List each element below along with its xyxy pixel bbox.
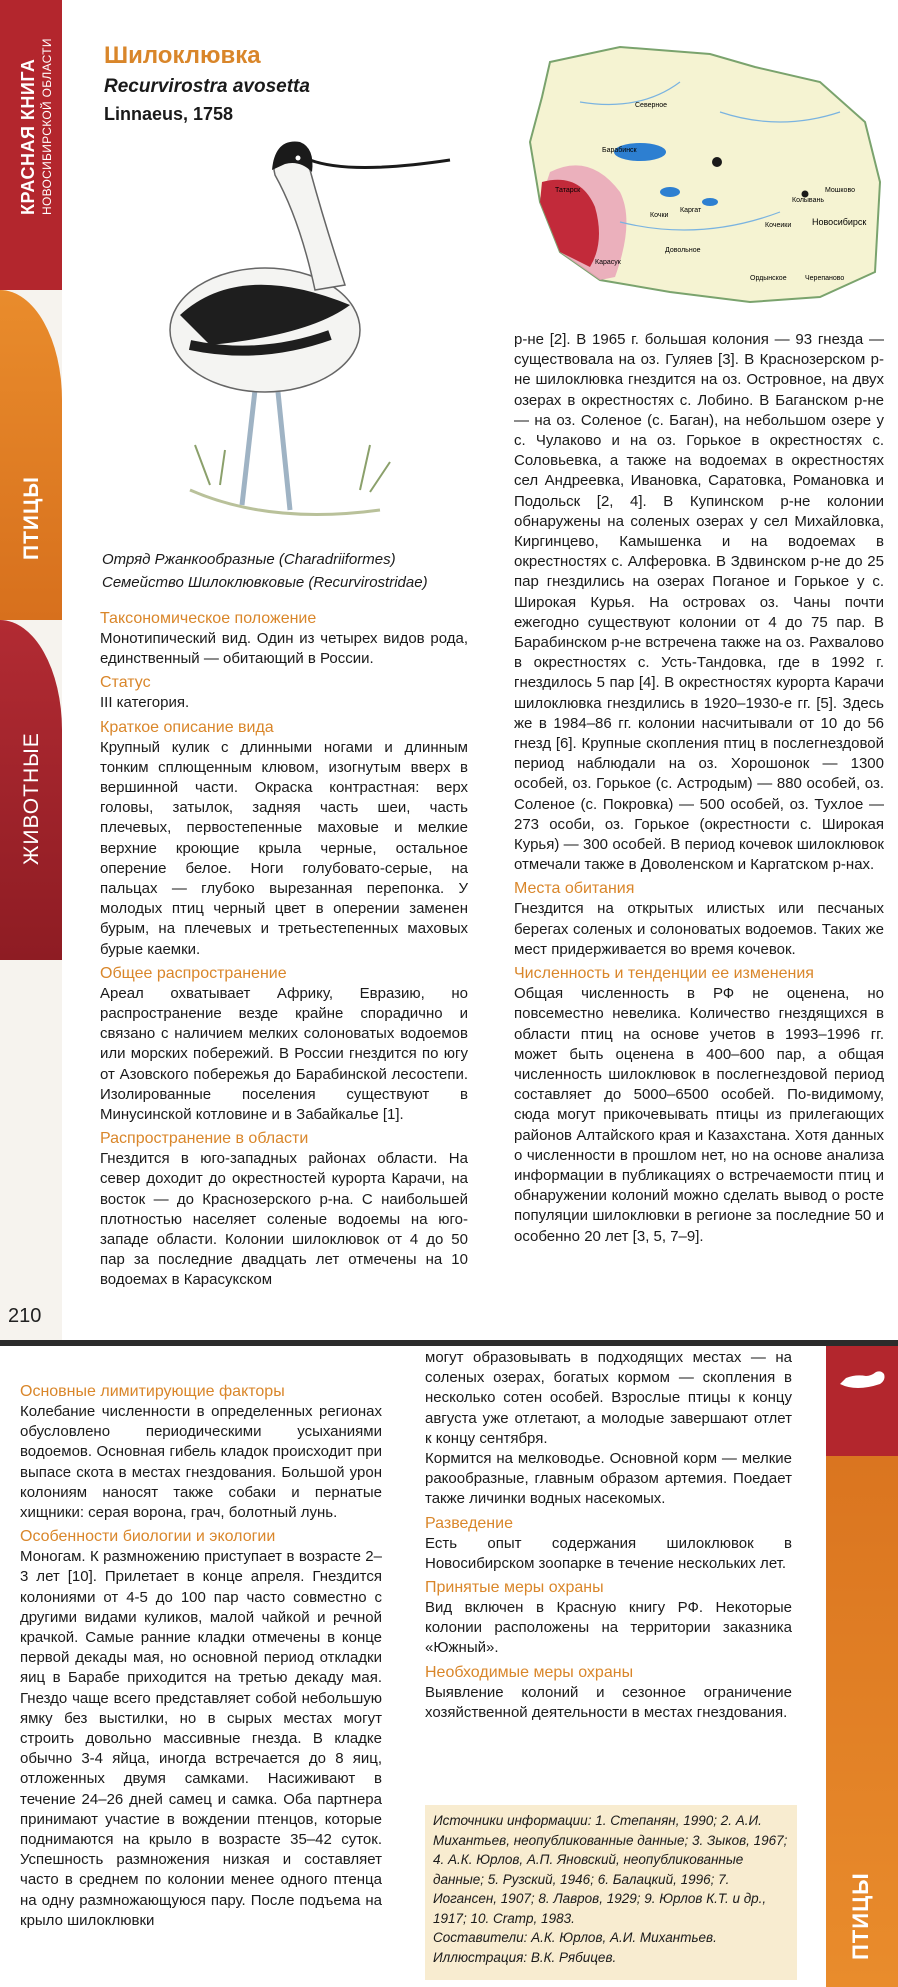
right-column-p2 <box>425 1348 792 1723</box>
illustration-credit: Иллюстрация: В.К. Рябицев. <box>433 1949 617 1965</box>
book-subtitle: НОВОСИБИРСКОЙ ОБЛАСТИ <box>40 38 54 215</box>
book-title: КРАСНАЯ КНИГА <box>18 58 38 215</box>
section-heading: Необходимые меры охраны <box>425 1663 634 1681</box>
map-label: Кочки <box>650 212 669 219</box>
section-text: Ареал охватывает Африку, Евразию, но распространение везде крайне спорадично и связано с наличием мелких солоноватых водоемов или морских побережий. В России гнездится по югу от Азовского побережья до Барабинской лесостепи. Изолированные поселения существуют в Минусинской котловине и в Забайкалье [1]. <box>100 984 468 1124</box>
sources-box <box>425 1805 797 1980</box>
section-text: Выявление колоний и сезонное ограничение хозяйственной деятельности в местах гнездования. <box>425 1683 792 1721</box>
species-header <box>104 42 310 125</box>
species-author: Linnaeus, 1758 <box>104 104 234 124</box>
sources-text: Источники информации: 1. Степанян, 1990; 2. А.И. Михантьев, неопубликованные данные; 3. Зыков, 1967; 4. А.К. Юрлов, А.П. Яновский, неопубликованные данные; 5. Рузский, 1946; 6. Балацкий, 1996; 7. Иогансен, 1907; 8. Лавров, 1929; 9. Юрлов К.Т. и др., 1917; 10. Cramp, 1983. <box>433 1813 788 1926</box>
section-heading: Распространение в области <box>100 1130 309 1148</box>
section-text: Есть опыт содержания шилоклювок в Новосибирском зоопарке в течение нескольких лет. <box>425 1534 792 1572</box>
duck-icon <box>826 1358 898 1398</box>
section-text: Колебание численности в определенных регионах обусловлено периодическими усыханиями водоемов. Основная гибель кладок происходит при выпасе скота в местах гнездования. Большой урон колониям наносят также собаки и пернатые хищники: серая ворона, грач, болотный лунь. <box>20 1403 382 1522</box>
map-label: Северное <box>635 102 668 109</box>
section-birds: ПТИЦЫ <box>20 476 43 560</box>
distribution-map <box>520 42 885 320</box>
map-label: Карасук <box>595 259 621 266</box>
section-heading: Особенности биологии и экологии <box>20 1528 276 1546</box>
section-text: могут образовывать в подходящих местах — на соленых озерах, богатых кормом — скопления в несколько сотен особей. Взрослые птицы к концу августа уже отлетают, а молодые завершают отлет к концу сентября. <box>425 1349 792 1447</box>
section-heading: Основные лимитирующие факторы <box>20 1383 285 1400</box>
section-text: р-не [2]. В 1965 г. большая колония — 93 гнезда — существовала на оз. Гуляев [3]. В Краснозерском р-не шилоклювка гнездится на оз. Островное, на двух озерах в окрестностях с. Лобино. В Баганском р-не — на оз. Соленое (с. Баган), на небольшом озере у с. Чулаково и на оз. Горькое в окрестностях с. Соловьевка, а также на водоемах в окрестностях сел Андреевка, Ивановка, Саратовка, Романовка и Подольск [2, 4]. В Купинском р-не колонии обнаружены на соленых озерах у сел Михайловка, Киргинцево, Камышенка и на водоемах в окрестностях с. Алферовка. В Здвинском р-не до 25 пар гнездились на озерах Поганое и Горькое у с. Широкая Курья. На островах оз. Чаны почти ежегодно существуют колонии от 4 до 75 пар. В Барабинском р-не встречена также на оз. Рахвалово в окрестностях с. Усть-Тандовка, где в 1992 г. гнездилось 5 пар [4]. В окрестностях курорта Карачи шилоклювка гнездились в 1920–1930-е гг. [5]. Здесь же в 1984–86 гг. колонии насчитывали от 10 до 56 гнезд [6]. Крупные скопления птиц в послегнездовой период наблюдали на оз. Хорошонок — 1300 особей, оз. Горькое (с. Астродым) — 880 особей, оз. Соленое (с. Покровка) — 500 особей, оз. Тухлое — 273 особи, оз. Горькое (окрестности с. Широкая Курья) — 300 особей. В период кочевок шилоклювок отмечали также в Доволенском и Каргатском р-нах. <box>514 331 884 874</box>
right-band-red <box>826 1346 898 1456</box>
section-birds-p2: ПТИЦЫ <box>848 1872 873 1960</box>
avocet-illustration <box>150 130 470 530</box>
map-label: Ордынское <box>750 275 787 282</box>
section-heading: Места обитания <box>514 880 635 898</box>
section-heading: Таксономическое положение <box>100 610 317 627</box>
left-column-p1 <box>100 605 468 1291</box>
section-heading: Краткое описание вида <box>100 718 274 736</box>
page-number: 210 <box>8 1305 42 1327</box>
map-label: Барабинск <box>602 147 637 154</box>
taxonomy-order <box>102 548 428 594</box>
section-heading: Принятые меры охраны <box>425 1579 604 1597</box>
section-text: III категория. <box>100 694 190 712</box>
map-label: Каргат <box>680 207 702 214</box>
section-text: Гнездится на открытых илистых или песчаных берегах соленых и солоноватых водоемов. Таких же мест придерживается во время кочевок. <box>514 900 884 958</box>
map-label: Колывань <box>792 197 824 204</box>
order-line: Отряд Ржанкообразные (Charadriiformes) <box>102 551 396 568</box>
map-label-capital: Новосибирск <box>812 217 867 227</box>
family-line: Семейство Шилоклювковые (Recurvirostridae) <box>102 574 428 591</box>
compilers-text: Составители: А.К. Юрлов, А.И. Михантьев. <box>433 1930 717 1945</box>
section-animals: ЖИВОТНЫЕ <box>20 732 43 865</box>
map-label: Довольное <box>665 247 701 254</box>
section-text: Моногам. К размножению приступает в возрасте 2–3 лет [10]. Прилетает в конце апреля. Гнездится колониями от 4-5 до 100 пар часто совместно с другими видами куликов, малой чайкой и речной крачкой. Самые ранние кладки отмечены в конце первой декады мая, но основной период откладки яиц в Барабе приходится на третью декаду мая. Гнездо чаще всего представляет собой небольшую ямку без выстилки, но в сырых местах могут строить довольно массивные гнезда. В кладке обычно 3-4 яйца, иногда встречается до 8 яиц, отложенных двумя самками. Насиживают в течение 24–26 дней самец и самка. Оба партнера принимают участие в вождении птенцов, которые поднимаются на крыло в возрасте 35–42 суток. Успешность размножения низкая и составляет часто в среднем по колонии менее одного птенца на одну размножающуюся пару. После подъема на крыло шилоклювки <box>20 1548 382 1929</box>
section-heading: Общее распространение <box>100 964 287 982</box>
right-column-p1 <box>514 330 884 1247</box>
map-label: Кочеики <box>765 222 792 229</box>
section-text: Вид включен в Красную книгу РФ. Некоторые колонии расположены на территории заказника «Южный». <box>425 1599 792 1657</box>
map-label: Черепаново <box>805 275 845 282</box>
species-title-ru: Шилоклювка <box>104 42 261 69</box>
section-text: Общая численность в РФ не оценена, но повсеместно невелика. Количество гнездящихся в области птиц на основе учетов в 1993–1996 гг. может быть оценена в 400–600 пар, а общая численность шилоклювок в послегнездовой период составляет до 5000–6500 особей. По-видимому, сюда могут прикочевывать птицы из прилегающих районов Алтайского края и Казахстана. Хотя данных о численности в прошлом нет, но на основе анализа информации в публикациях о встречаемости птиц и обнаружении колоний можно сделать вывод о росте популяции шилоклювки в регионе за последние 50 и особенно 20 лет [3, 5, 7–9]. <box>514 985 884 1245</box>
section-heading: Разведение <box>425 1514 513 1532</box>
map-label: Татарск <box>555 187 581 194</box>
map-label: Мошково <box>825 187 855 194</box>
left-column-p2 <box>20 1378 382 1931</box>
species-title-latin: Recurvirostra avosetta <box>104 76 310 97</box>
section-text: Крупный кулик с длинными ногами и длинным тонким сплющенным клювом, изогнутым вверх в вершинной части. Окраска контрастная: верх головы, затылок, задняя часть шеи, часть плечевых, первостепенные маховые и мелкие верхние кроющие крыла черные, остальное оперение белое. Ноги голубовато-серые, на пальцах — глубоко вырезанная перепонка. У молодых птиц черный цвет в оперении заменен бурым, на плечевых и третьестепенных маховых бурые каемки. <box>100 738 468 958</box>
section-heading: Численность и тенденции ее изменения <box>514 965 814 983</box>
section-text: Гнездится в юго-западных районах области. На север доходит до окрестностей курорта Карачи, на восток — до Краснозерского р-на. С наибольшей плотностью населяет соленые водоемы на юго-западе области. Колонии шилоклювок от 4 до 50 пар за последние двадцать лет отмечены на 10 водоемах в Карасукском <box>100 1150 468 1289</box>
section-text: Кормится на мелководье. Основной корм — мелкие ракообразные, главным образом артемия. Поедает также личинки водных насекомых. <box>425 1450 792 1508</box>
section-text: Монотипический вид. Один из четырех видов рода, единственный — обитающий в России. <box>100 630 468 668</box>
section-heading: Статус <box>100 674 151 692</box>
